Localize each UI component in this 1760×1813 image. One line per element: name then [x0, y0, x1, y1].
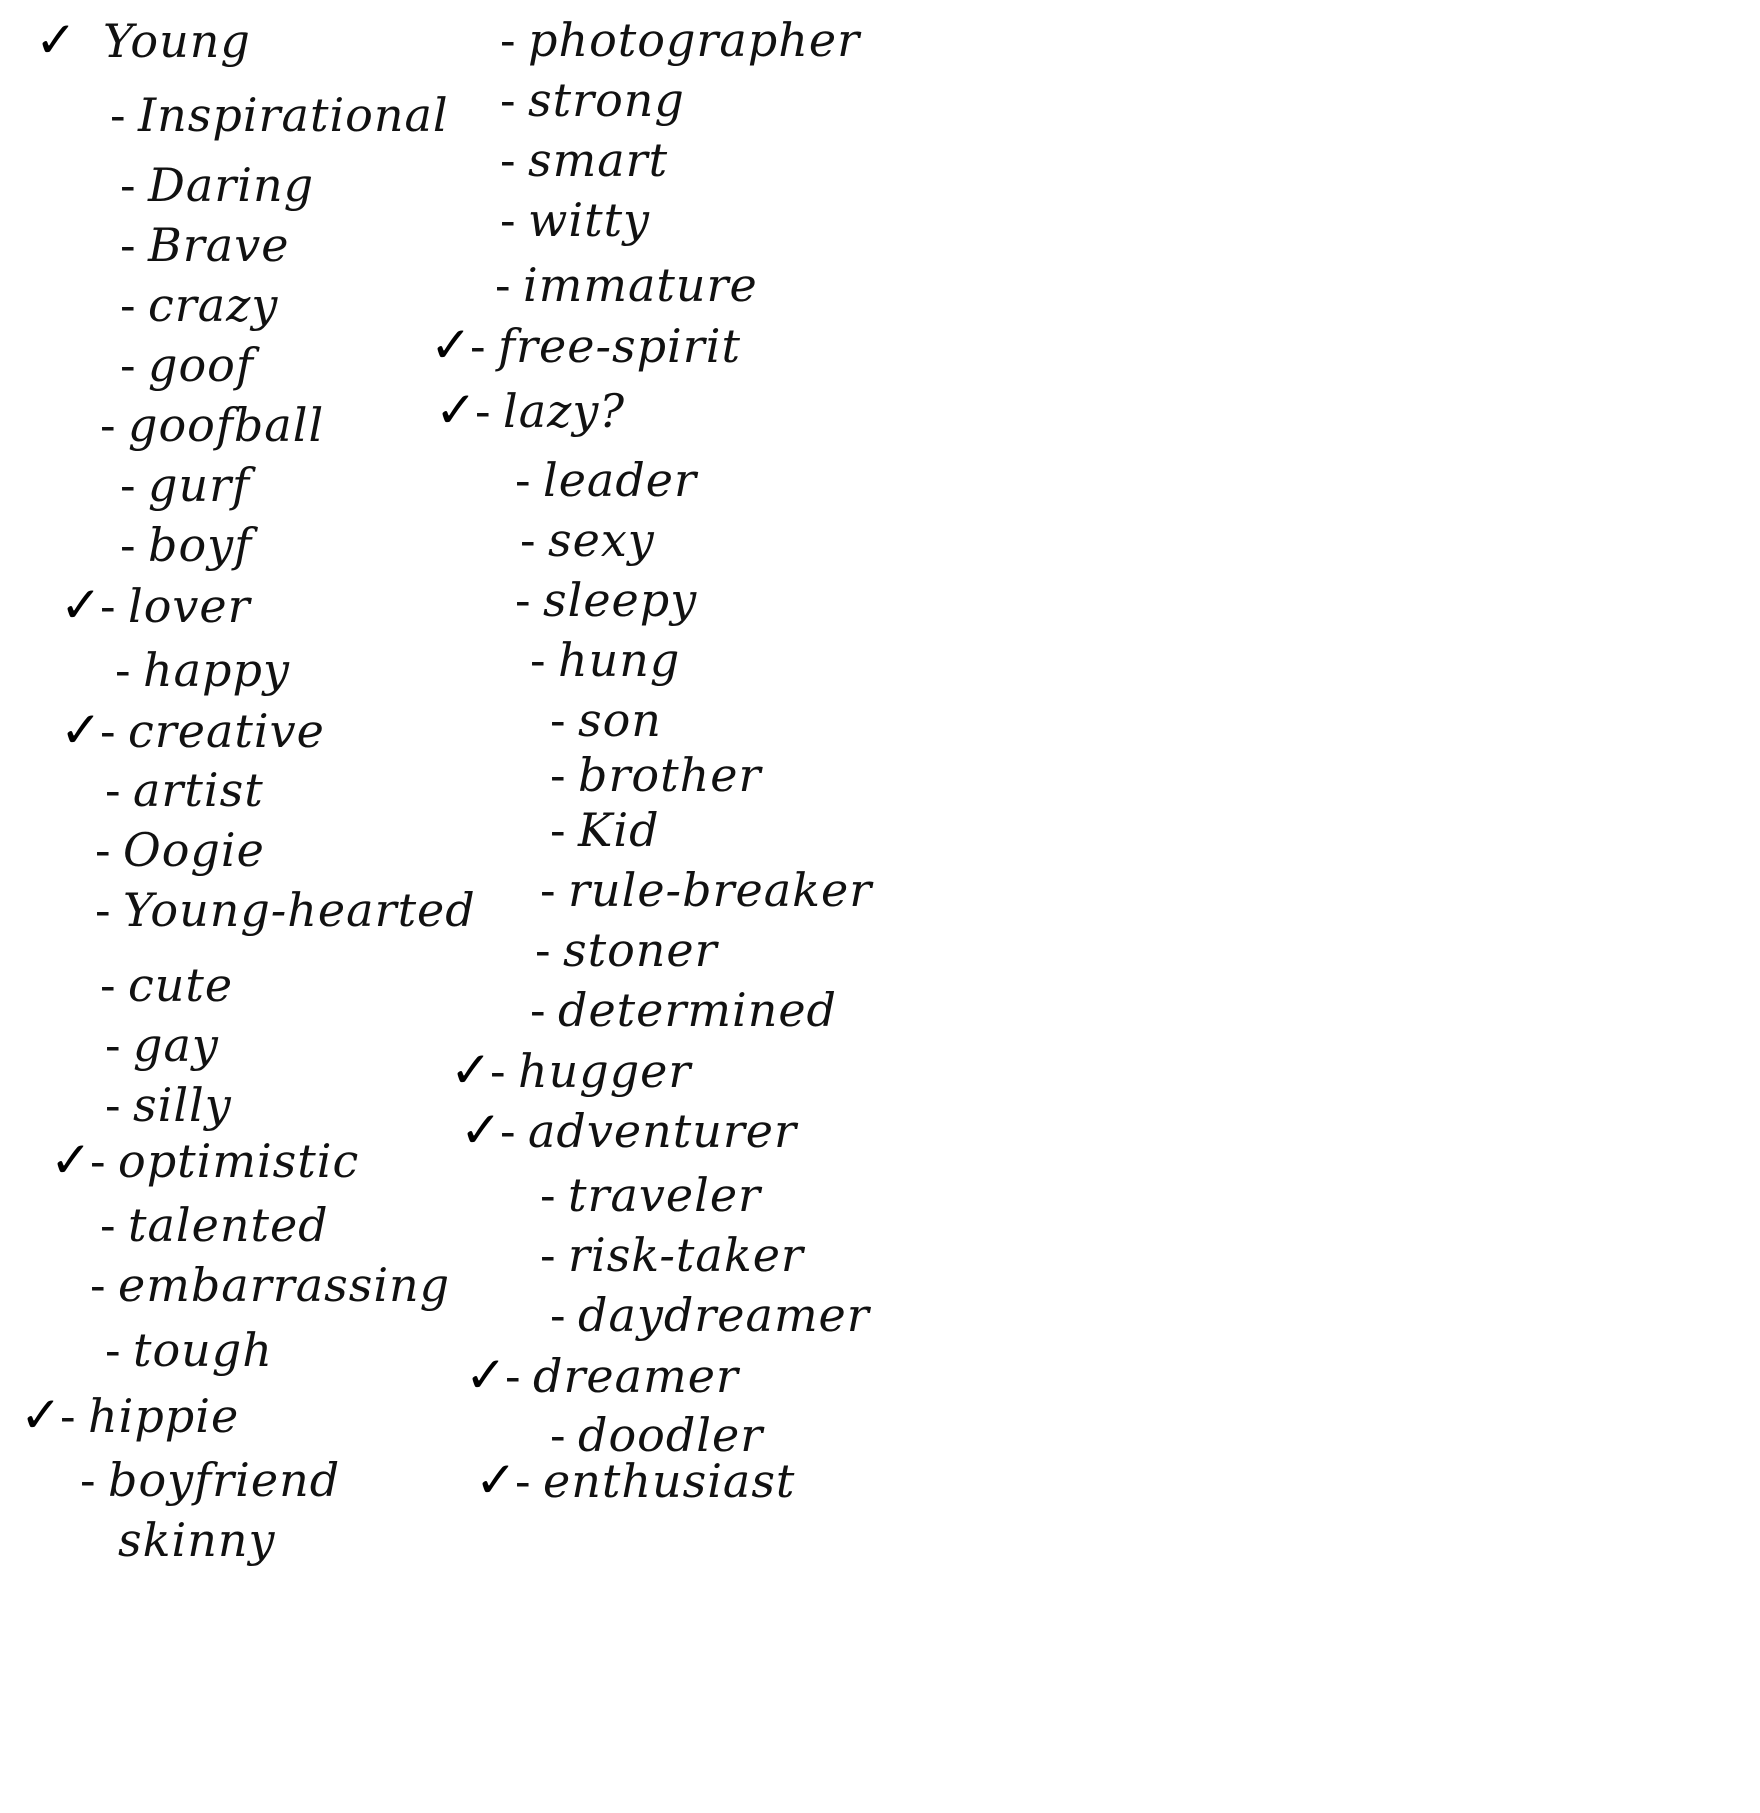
left-entry	[35, 10, 251, 71]
descriptor-word: Young-hearted	[123, 883, 476, 937]
bullet-dash: -	[500, 13, 517, 67]
bullet-dash: -	[95, 883, 112, 937]
bullet-dash: -	[550, 1408, 567, 1462]
left-entry	[65, 760, 264, 820]
checkmark-icon: ✓	[60, 701, 103, 759]
right-entry	[475, 570, 697, 630]
checkmark-icon: ✓	[50, 1131, 93, 1189]
left-entry	[80, 335, 254, 395]
bullet-dash: -	[500, 193, 517, 247]
right-entry	[465, 1345, 739, 1406]
left-entry	[60, 575, 251, 636]
descriptor-word: Oogie	[123, 823, 265, 877]
bullet-dash: -	[100, 1198, 117, 1252]
descriptor-word: cute	[128, 958, 234, 1012]
bullet-dash: -	[105, 1323, 122, 1377]
checkmark-icon: ✓	[60, 576, 103, 634]
left-entry	[20, 1385, 239, 1446]
descriptor-word: talented	[128, 1198, 329, 1252]
descriptor-word: Young	[103, 14, 251, 68]
bullet-dash: -	[120, 458, 137, 512]
descriptor-word: goofball	[128, 398, 325, 452]
left-entry	[60, 1195, 329, 1255]
bullet-dash: -	[100, 579, 117, 633]
right-entry	[510, 1285, 870, 1345]
bullet-dash: -	[100, 704, 117, 758]
right-entry	[495, 920, 718, 980]
bullet-dash: -	[490, 1044, 507, 1098]
descriptor-word: enthusiast	[543, 1454, 796, 1508]
descriptor-word: rule-breaker	[568, 863, 873, 917]
bullet-dash: -	[500, 133, 517, 187]
descriptor-word: dreamer	[533, 1349, 739, 1403]
bullet-dash: -	[530, 983, 547, 1037]
descriptor-word: Daring	[148, 158, 315, 212]
bullet-dash: -	[115, 643, 132, 697]
descriptor-word: skinny	[118, 1513, 276, 1567]
descriptor-word: determined	[558, 983, 837, 1037]
descriptor-word: hung	[558, 633, 681, 687]
bullet-dash: -	[120, 158, 137, 212]
bullet-dash: -	[95, 823, 112, 877]
bullet-dash: -	[540, 863, 557, 917]
left-entry	[80, 515, 252, 575]
right-entry	[510, 745, 761, 805]
descriptor-word: lazy?	[503, 384, 626, 438]
descriptor-word: traveler	[568, 1168, 762, 1222]
bullet-dash: -	[550, 748, 567, 802]
descriptor-word: happy	[143, 643, 290, 697]
descriptor-word: gurf	[148, 458, 251, 512]
descriptor-word: photographer	[528, 13, 861, 67]
left-entry	[60, 955, 233, 1015]
left-entry	[80, 455, 250, 515]
descriptor-word: silly	[133, 1078, 232, 1132]
right-entry	[500, 860, 872, 920]
right-entry	[460, 130, 668, 190]
right-entry	[475, 1450, 795, 1511]
bullet-dash: -	[495, 258, 512, 312]
descriptor-word: tough	[133, 1323, 273, 1377]
right-entry	[430, 315, 741, 376]
bullet-dash: -	[100, 398, 117, 452]
left-entry	[40, 1450, 340, 1510]
right-entry	[460, 190, 650, 250]
checkmark-icon: ✓	[20, 1386, 63, 1444]
descriptor-word: boyf	[148, 518, 253, 572]
descriptor-word: hippie	[88, 1389, 240, 1443]
bullet-dash: -	[90, 1134, 107, 1188]
left-entry	[65, 1320, 273, 1380]
descriptor-word: son	[578, 693, 662, 747]
right-entry	[500, 1225, 804, 1285]
right-entry	[455, 255, 758, 315]
bullet-dash: -	[500, 1104, 517, 1158]
bullet-dash: -	[515, 453, 532, 507]
bullet-dash: -	[100, 958, 117, 1012]
left-entry	[65, 1015, 219, 1075]
descriptor-word: lover	[128, 579, 251, 633]
bullet-dash: -	[535, 923, 552, 977]
descriptor-word: adventurer	[528, 1104, 798, 1158]
bullet-dash: -	[105, 763, 122, 817]
checkmark-icon: ✓	[35, 11, 78, 69]
right-entry	[460, 70, 685, 130]
descriptor-word: brother	[578, 748, 762, 802]
bullet-dash: -	[550, 1288, 567, 1342]
right-entry	[460, 1100, 797, 1161]
descriptor-word: daydreamer	[578, 1288, 870, 1342]
descriptor-word: artist	[133, 763, 264, 817]
bullet-dash: -	[80, 1453, 97, 1507]
bullet-dash: -	[550, 693, 567, 747]
right-entry	[500, 1165, 761, 1225]
bullet-dash: -	[60, 1389, 77, 1443]
descriptor-word: free-spirit	[498, 319, 741, 373]
bullet-dash: -	[530, 633, 547, 687]
left-entry	[65, 1075, 232, 1135]
descriptor-word: Inspirational	[138, 88, 449, 142]
left-entry	[50, 1510, 275, 1570]
bullet-dash: -	[105, 1018, 122, 1072]
descriptor-word: hugger	[518, 1044, 692, 1098]
bullet-dash: -	[475, 384, 492, 438]
bullet-dash: -	[110, 88, 127, 142]
left-entry	[60, 700, 325, 761]
right-entry	[490, 630, 680, 690]
checkmark-icon: ✓	[430, 316, 473, 374]
bullet-dash: -	[105, 1078, 122, 1132]
descriptor-word: embarrassing	[118, 1258, 451, 1312]
descriptor-word: doodler	[578, 1408, 764, 1462]
descriptor-word: boyfriend	[108, 1453, 341, 1507]
bullet-dash: -	[550, 803, 567, 857]
right-entry	[480, 510, 655, 570]
descriptor-word: immature	[523, 258, 758, 312]
descriptor-word: leader	[543, 453, 698, 507]
bullet-dash: -	[520, 513, 537, 567]
descriptor-word: Brave	[148, 218, 290, 272]
bullet-dash: -	[470, 319, 487, 373]
descriptor-word: witty	[528, 193, 651, 247]
left-entry	[50, 1130, 359, 1191]
left-entry	[60, 395, 324, 455]
bullet-dash: -	[120, 218, 137, 272]
descriptor-word: optimistic	[118, 1134, 360, 1188]
checkmark-icon: ✓	[450, 1041, 493, 1099]
left-entry	[55, 820, 265, 880]
checkmark-icon: ✓	[475, 1451, 518, 1509]
bullet-dash: -	[120, 338, 137, 392]
descriptor-word: Kid	[578, 803, 660, 857]
left-entry	[80, 155, 314, 215]
left-entry	[70, 85, 449, 145]
left-entry	[80, 215, 289, 275]
bullet-dash: -	[515, 573, 532, 627]
descriptor-word: stoner	[563, 923, 718, 977]
descriptor-word: sexy	[548, 513, 655, 567]
descriptor-word: sleepy	[543, 573, 698, 627]
checkmark-icon: ✓	[435, 381, 478, 439]
left-entry	[80, 275, 278, 335]
bullet-dash: -	[540, 1168, 557, 1222]
bullet-dash: -	[500, 73, 517, 127]
left-entry	[55, 880, 476, 940]
right-entry	[490, 980, 837, 1040]
checkmark-icon: ✓	[460, 1101, 503, 1159]
right-entry	[510, 690, 662, 750]
descriptor-word: risk-taker	[568, 1228, 804, 1282]
right-entry	[460, 10, 860, 70]
descriptor-word: goof	[148, 338, 254, 392]
left-entry	[75, 640, 290, 700]
right-entry	[435, 380, 625, 441]
descriptor-word: smart	[528, 133, 669, 187]
descriptor-word: strong	[528, 73, 685, 127]
right-entry	[510, 800, 660, 860]
checkmark-icon: ✓	[465, 1346, 508, 1404]
right-entry	[450, 1040, 691, 1101]
bullet-dash: -	[515, 1454, 532, 1508]
bullet-dash: -	[90, 1258, 107, 1312]
bullet-dash: -	[540, 1228, 557, 1282]
bullet-dash: -	[120, 518, 137, 572]
right-entry	[475, 450, 697, 510]
bullet-dash: -	[505, 1349, 522, 1403]
bullet-dash: -	[120, 278, 137, 332]
descriptor-word: gay	[133, 1018, 219, 1072]
descriptor-word: crazy	[148, 278, 279, 332]
descriptor-word: creative	[128, 704, 325, 758]
left-entry	[50, 1255, 450, 1315]
